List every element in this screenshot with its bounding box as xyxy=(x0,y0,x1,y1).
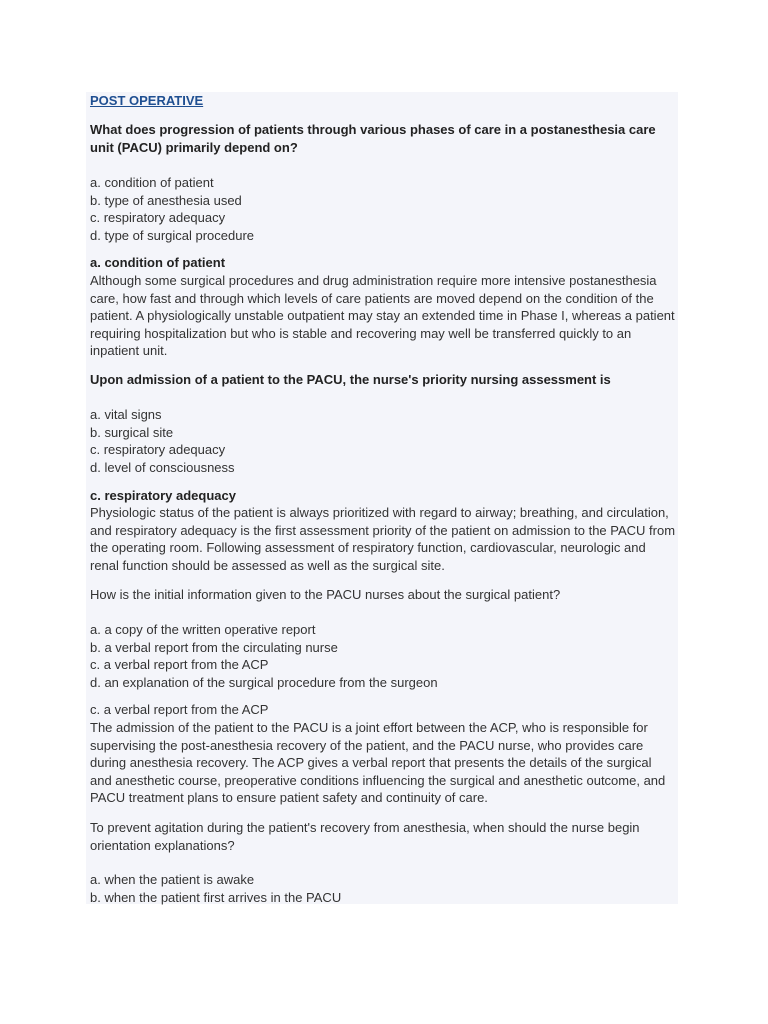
answer-3: c. a verbal report from the ACP xyxy=(90,702,269,717)
explanation-1: Although some surgical procedures and drug administration require more intensive postanesthesia care, how fast and through which levels of care patients are moved depend on the condition of the patient. A physiologically unstable outpatient may stay an extended time in Phase I, whereas a patient requiring hospitalization but who is stable and recovering may well be transferred quickly to an inpatient unit. xyxy=(90,273,675,359)
question-4: To prevent agitation during the patient's recovery from anesthesia, when should the nurse begin orientation explanations? xyxy=(90,820,640,853)
option: b. when the patient first arrives in the PACU xyxy=(90,889,342,905)
question-3-options xyxy=(90,621,676,691)
option: b. surgical site xyxy=(90,424,174,440)
section-heading: POST OPERATIVE xyxy=(90,93,204,108)
answer-1: a. condition of patient xyxy=(90,255,226,270)
option: c. respiratory adequacy xyxy=(90,442,226,458)
question-4-options xyxy=(90,871,676,906)
explanation-2: Physiologic status of the patient is always prioritized with regard to airway; breathing, and circulation, and respiratory adequacy is the first assessment priority of the patient on admission to the PACU from the operating room. Following assessment of respiratory function, cardiovascular, neurologic and renal function should be assessed as well as the surgical site. xyxy=(90,505,676,573)
question-2: Upon admission of a patient to the PACU, the nurse's priority nursing assessment is xyxy=(90,372,611,387)
option: a. condition of patient xyxy=(90,175,214,190)
option: b. a verbal report from the circulating nurse xyxy=(90,639,338,655)
option: d. level of consciousness xyxy=(90,459,235,475)
option: a. a copy of the written operative report xyxy=(90,622,316,637)
question-3: How is the initial information given to the PACU nurses about the surgical patient? xyxy=(90,587,561,602)
option: c. a verbal report from the ACP xyxy=(90,657,269,673)
question-2-options xyxy=(90,406,676,476)
document-page xyxy=(86,92,678,904)
option: d. type of surgical procedure xyxy=(90,227,255,243)
option: b. type of anesthesia used xyxy=(90,192,242,208)
option: d. an explanation of the surgical procedure from the surgeon xyxy=(90,674,438,690)
option: a. when the patient is awake xyxy=(90,872,255,887)
question-1: What does progression of patients through various phases of care in a postanesthesia care unit (PACU) primarily depend on? xyxy=(90,122,656,155)
option: a. vital signs xyxy=(90,407,162,422)
answer-2: c. respiratory adequacy xyxy=(90,488,236,503)
option: c. respiratory adequacy xyxy=(90,210,226,226)
explanation-3: The admission of the patient to the PACU is a joint effort between the ACP, who is responsible for supervising the post-anesthesia recovery of the patient, and the PACU nurse, who provides care during anesthesia recovery. The ACP gives a verbal report that presents the details of the surgical and anesthetic course, preoperative conditions influencing the surgical and anesthetic outcome, and PACU treatment plans to ensure patient safety and continuity of care. xyxy=(90,720,666,806)
question-1-options xyxy=(90,174,676,244)
